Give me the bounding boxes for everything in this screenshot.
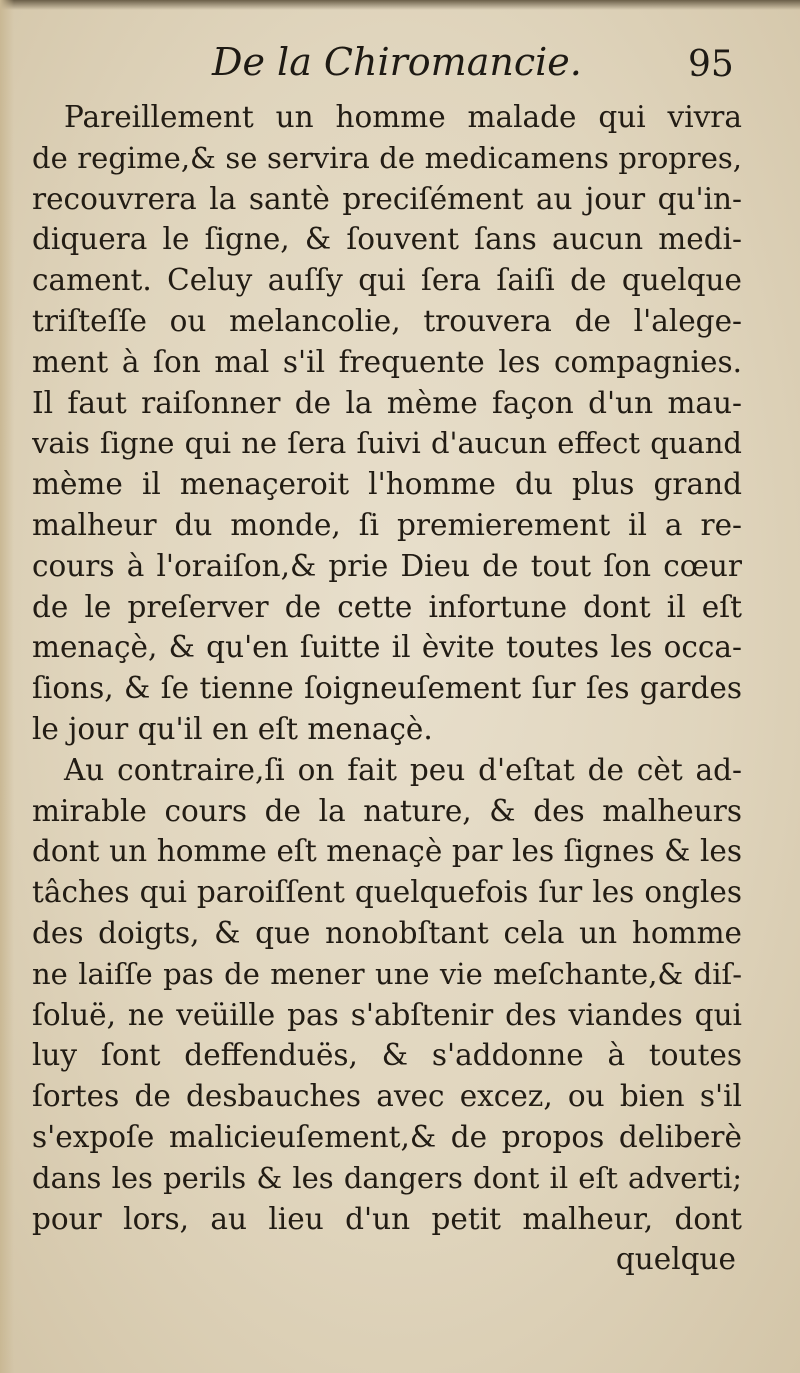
- body-text: [32, 97, 742, 1280]
- text-line: tâches qui paroiſſent quelquefois ſur les ongles: [32, 875, 742, 910]
- text-line: luy ſont deffenduës, & s'addonne à toutes: [32, 1038, 742, 1073]
- text-line: dans les perils & les dangers dont il eſt adverti;: [32, 1160, 742, 1195]
- page-left-shadow: [0, 0, 14, 1373]
- text-line: ſoluë, ne veüille pas s'abſtenir des viandes qui: [32, 997, 742, 1032]
- text-line: s'expoſe malicieuſement,& de propos deliberè: [32, 1119, 742, 1154]
- text-line: ſortes de desbauches avec excez, ou bien s'il: [32, 1079, 742, 1114]
- text-line: ne laiſſe pas de mener une vie meſchante,& diſ-: [32, 956, 742, 991]
- text-line: Pareillement un homme malade qui vivra: [64, 100, 742, 134]
- page-header: [0, 40, 800, 90]
- text-line: ſions, & ſe tienne ſoigneuſement ſur ſes gardes: [32, 671, 742, 706]
- text-line: vais ſigne qui ne ſera ſuivi d'aucun effect quand: [32, 426, 742, 461]
- text-line: diquera le ſigne, & ſouvent ſans aucun medi-: [32, 222, 742, 257]
- text-line: dont un homme eſt menaçè par les ſignes & les: [32, 834, 742, 869]
- page-number: 95: [688, 44, 734, 85]
- text-line: mirable cours de la nature, & des malheurs: [32, 793, 742, 828]
- text-line: menaçè, & qu'en ſuitte il èvite toutes les occa-: [32, 630, 742, 665]
- text-line: de le preſerver de cette infortune dont il eſt: [32, 589, 742, 624]
- text-line: mème il menaçeroit l'homme du plus grand: [32, 467, 742, 502]
- text-line: cament. Celuy auſſy qui ſera ſaiſi de quelque: [32, 263, 742, 298]
- text-line: pour lors, au lieu d'un petit malheur, dont: [32, 1201, 742, 1236]
- catchword: quelque: [615, 1242, 736, 1277]
- text-line: malheur du monde, ſi premierement il a re-: [32, 507, 742, 542]
- text-line: Il faut raiſonner de la mème façon d'un mau-: [32, 385, 742, 420]
- text-line: triſteſſe ou melancolie, trouvera de l'alege-: [32, 303, 742, 338]
- text-line: des doigts, & que nonobſtant cela un homme: [32, 915, 742, 950]
- text-line: de regime,& se servira de medicamens propres,: [32, 140, 742, 175]
- text-line: cours à l'oraiſon,& prie Dieu de tout ſon cœur: [32, 548, 742, 583]
- text-line: recouvrera la santè preciſément au jour qu'in-: [32, 181, 742, 216]
- text-line: ment à ſon mal s'il frequente les compagnies.: [32, 344, 742, 379]
- text-line: le jour qu'il en eſt menaçè.: [32, 711, 433, 746]
- page-top-shadow: [0, 0, 800, 10]
- text-line: Au contraire,ſi on fait peu d'eſtat de cèt ad-: [64, 752, 742, 787]
- running-title: De la Chiromancie.: [212, 40, 582, 84]
